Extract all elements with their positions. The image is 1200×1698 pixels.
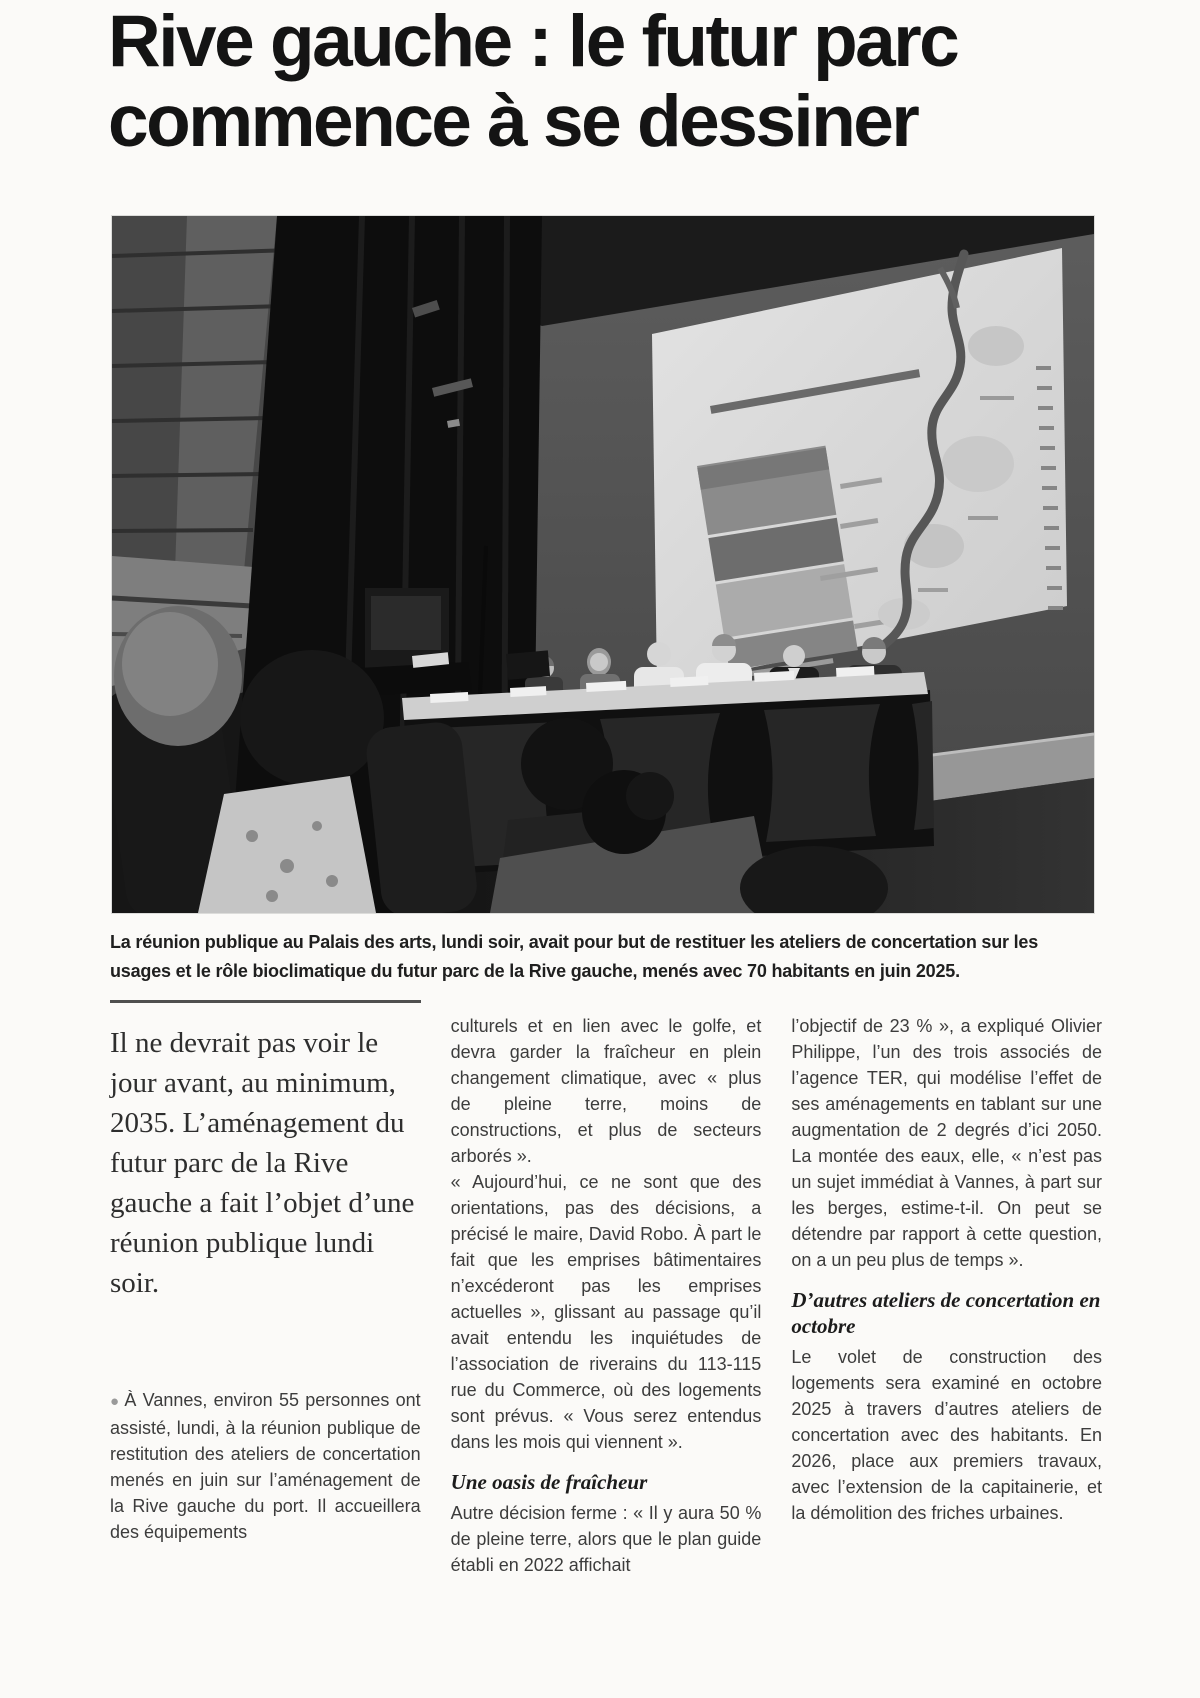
body-paragraph: Le volet de construction des logements sera examiné en octobre 2025 à travers d’autres ateliers de concertation avec des habitants. En 2026, place aux premiers travaux, avec l’extension de la capitainerie, et la démolition des friches urbaines. [791, 1347, 1102, 1523]
headline: Rive gauche : le futur parc commence à se dessiner [108, 1, 958, 162]
column-rule [110, 1000, 421, 1003]
column-2 [451, 1000, 762, 1578]
paragraph-text: À Vannes, environ 55 personnes ont assisté, lundi, à la réunion publique de restitution des ateliers de concertation menés en juin sur l’aménagement de la Rive gauche du port. Il accueillera des équipements [110, 1390, 421, 1542]
meeting-photo-illustration [112, 216, 1094, 913]
subhead-ateliers: D’autres ateliers de concertation en octobre [791, 1288, 1101, 1338]
audience-head [240, 650, 384, 786]
body-paragraph [110, 1387, 421, 1545]
photo-caption: La réunion publique au Palais des arts, lundi soir, avait pour but de restituer les ateliers de concertation sur les usages et le rôle bioclimatique du futur parc de la Rive gauche, menés avec 70 habitants en juin 2025. [110, 932, 1039, 981]
body-paragraph: culturels et en lien avec le golfe, et devra garder la fraîcheur en plein changement climatique, avec « plus de pleine terre, moins de constructions, et plus de secteurs arborés ». [450, 1016, 762, 1166]
theater-seat [364, 720, 479, 913]
column-3 [791, 1000, 1102, 1578]
subhead-oasis: Une oasis de fraîcheur [450, 1470, 648, 1494]
laptop [506, 650, 550, 680]
body-paragraph: l’objectif de 23 % », a expliqué Olivier Philippe, l’un des trois associés de l’agence TER, qui modélise l’effet de ses aménagements en tablant sur une augmentation de 2 degrés d’ici 2050. La montée des eaux, elle, « n’est pas un sujet immédiat à Vannes, à part sur les berges, estime-t-il. On peut se détendre par rapport à cette question, on a un peu plus de temps ». [791, 1016, 1102, 1270]
bullet-glyph: ● [110, 1393, 121, 1410]
body-paragraph: « Aujourd’hui, ce ne sont que des orientations, pas des décisions, a précisé le maire, David Robo. À part le fait que les emprises bâtimentaires n’excéderont pas les emprises actuelles », glissant au passage qu’il avait entendu les inquiétudes de l’association de riverains du 113-115 rue du Commerce, où des logements sont prévus. « Vous serez entendus dans les mois qui viennent ». [450, 1172, 762, 1452]
article-columns [110, 1000, 1102, 1578]
lede-paragraph: Il ne devrait pas voir le jour avant, au minimum, 2035. L’aménagement du futur parc de la Rive gauche a fait l’objet d’une réunion publique lundi soir. [110, 1027, 415, 1299]
audience-floral-shoulder [198, 776, 376, 913]
column-1 [110, 1000, 421, 1578]
body-paragraph: Autre décision ferme : « Il y aura 50 % de pleine terre, alors que le plan guide établi en 2022 affichait [450, 1503, 762, 1575]
article-photo [111, 215, 1095, 914]
